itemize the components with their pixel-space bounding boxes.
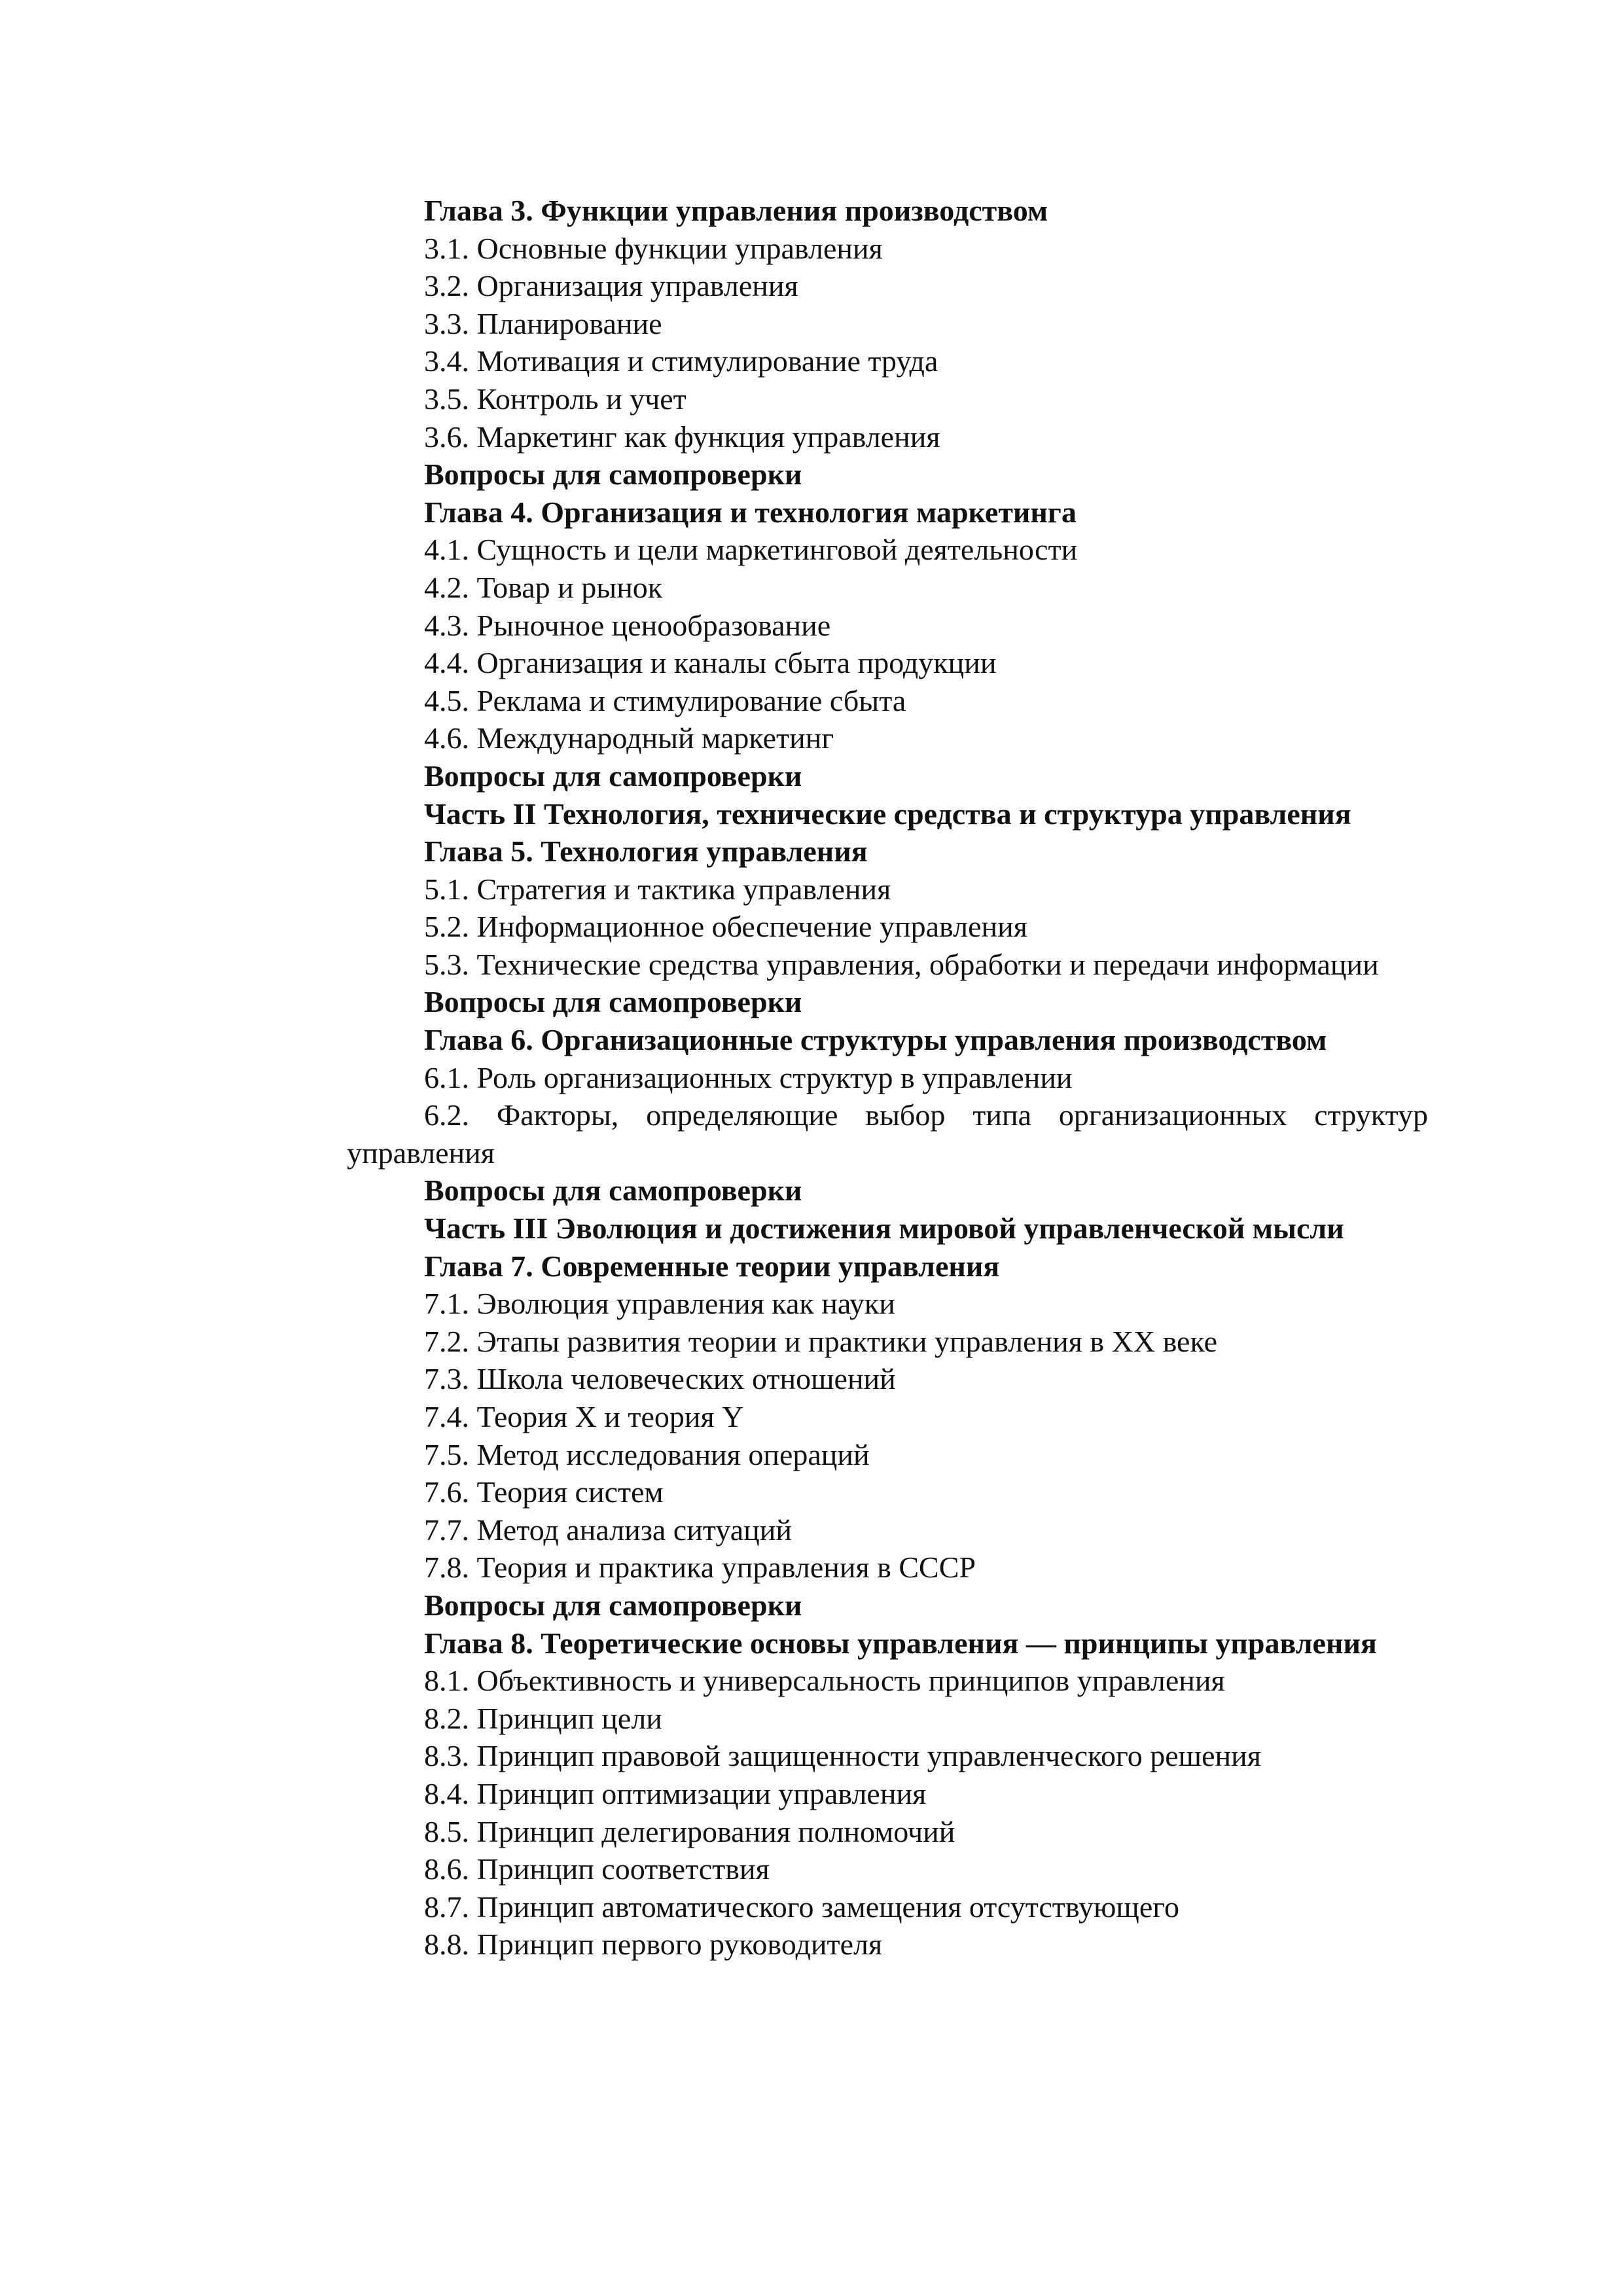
- toc-entry: 5.3. Технические средства управления, обработки и передачи информации: [424, 947, 1379, 981]
- toc-entry: 7.7. Метод анализа ситуаций: [424, 1513, 792, 1547]
- toc-heading: Глава 5. Технология управления: [424, 834, 868, 869]
- toc-entry: 4.1. Сущность и цели маркетинговой деятельности: [424, 533, 1078, 567]
- toc-heading: Часть III Эволюция и достижения мировой управленческой мысли: [424, 1211, 1344, 1246]
- toc-entry: 8.3. Принцип правовой защищенности управленческого решения: [424, 1739, 1261, 1773]
- toc-entry: 4.3. Рыночное ценообразование: [424, 608, 831, 642]
- toc-entry: 3.6. Маркетинг как функция управления: [424, 420, 940, 454]
- toc-heading: Вопросы для самопроверки: [424, 1174, 802, 1208]
- toc-heading: Глава 3. Функции управления производством: [424, 194, 1048, 227]
- toc-heading: Вопросы для самопроверки: [424, 457, 802, 492]
- toc-entry: 7.4. Теория X и теория Y: [424, 1400, 744, 1433]
- toc-entry: 4.4. Организация и каналы сбыта продукции: [424, 646, 997, 680]
- toc-entry: 7.1. Эволюция управления как науки: [424, 1287, 895, 1321]
- toc-entry: 7.2. Этапы развития теории и практики управления в XX веке: [424, 1324, 1218, 1358]
- toc-entry: 8.2. Принцип цели: [424, 1701, 662, 1735]
- toc-entry: 8.7. Принцип автоматического замещения отсутствующего: [424, 1890, 1179, 1924]
- toc-entry: 4.5. Реклама и стимулирование сбыта: [424, 683, 906, 717]
- toc-entry: 3.4. Мотивация и стимулирование труда: [424, 344, 938, 378]
- toc-entry: 7.5. Метод исследования операций: [424, 1437, 870, 1471]
- toc-heading: Вопросы для самопроверки: [424, 985, 802, 1019]
- toc-heading: Глава 4. Организация и технология маркетинга: [424, 495, 1077, 529]
- toc-heading: Глава 8. Теоретические основы управления — принципы управления: [424, 1626, 1377, 1660]
- table-of-contents: [347, 192, 1428, 1964]
- toc-entry: 8.4. Принцип оптимизации управления: [424, 1776, 927, 1810]
- toc-entry: 6.1. Роль организационных структур в управлении: [424, 1060, 1073, 1094]
- toc-heading: Глава 7. Современные теории управления: [424, 1249, 1000, 1283]
- toc-entry: 3.5. Контроль и учет: [424, 382, 687, 416]
- toc-entry: 4.6. Международный маркетинг: [424, 721, 834, 755]
- toc-heading: Вопросы для самопроверки: [424, 759, 802, 793]
- toc-heading: Вопросы для самопроверки: [424, 1588, 802, 1622]
- toc-entry: 5.2. Информационное обеспечение управления: [424, 910, 1027, 944]
- toc-entry: 3.1. Основные функции управления: [424, 231, 883, 265]
- toc-entry: 8.8. Принцип первого руководителя: [424, 1928, 883, 1962]
- toc-entry: 3.2. Организация управления: [424, 269, 798, 303]
- toc-entry: 4.2. Товар и рынок: [424, 570, 663, 604]
- toc-entry: 7.3. Школа человеческих отношений: [424, 1362, 896, 1396]
- toc-entry: 8.6. Принцип соответствия: [424, 1852, 770, 1886]
- toc-entry: 8.5. Принцип делегирования полномочий: [424, 1814, 955, 1848]
- toc-entry: 7.6. Теория систем: [424, 1475, 664, 1509]
- toc-heading: Часть II Технология, технические средства и структура управления: [424, 797, 1351, 831]
- toc-entry: 3.3. Планирование: [424, 306, 662, 340]
- toc-entry: 5.1. Стратегия и тактика управления: [424, 872, 891, 906]
- toc-heading: Глава 6. Организационные структуры управления производством: [424, 1023, 1327, 1057]
- toc-entry: 7.8. Теория и практика управления в СССР: [424, 1551, 976, 1585]
- toc-entry: 8.1. Объективность и универсальность принципов управления: [424, 1664, 1225, 1698]
- toc-entry: 6.2. Факторы, определяющие выбор типа организационных структур управления: [347, 1098, 1428, 1170]
